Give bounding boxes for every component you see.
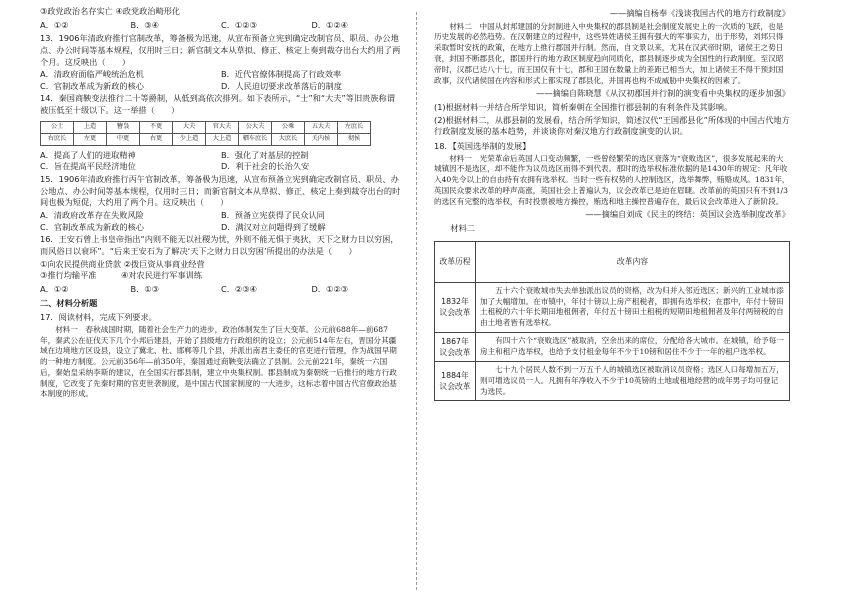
- q16-item-line: ①向农民提供商业贷款 ②拨巨资从事商业经营: [40, 258, 205, 269]
- q15-options: [40, 210, 402, 233]
- q15-option-a: A．清政府改革存在失败风险: [40, 209, 144, 220]
- reform-year: 1832年议会改革: [435, 282, 476, 332]
- rank-cell: 左庶长: [338, 121, 371, 133]
- q15-stem: 15．1906年清政府推行丙午官制改革，筹备极为迅速，从宣布预备立宪到确定改制官员、职员、办公地点、办公时间等基本规程，仅用时三日；而新官制文本从草拟、修正、核定上奏到裁夺出台的时间也极为短促，大约用了两个月。这反映出（ ）: [40, 174, 401, 208]
- source-citation: ——摘编自陈晓慧《从汉初郡国并行制的演变看中央集权的逐步加强》: [536, 88, 790, 99]
- rank-table: [40, 121, 371, 146]
- q14-option-d: D．利于社会的长治久安: [221, 161, 310, 172]
- right-column: [434, 6, 790, 401]
- rank-cell: 左更: [74, 133, 107, 145]
- q12-option-a: A．①②: [40, 19, 69, 30]
- q15-option-d: D．满汉对立问题得到了缓解: [221, 221, 326, 232]
- rank-cell: 大庶长: [272, 133, 305, 145]
- q12-options: [40, 20, 402, 32]
- source-citation: ——摘编自杨奉《浅谈我国古代的地方行政制度》: [609, 8, 790, 18]
- rank-cell: 大上造: [206, 133, 239, 145]
- rank-cell: 公士: [41, 121, 74, 133]
- q12-option-d: D．①②④: [311, 19, 349, 30]
- column-divider: [416, 12, 417, 590]
- table-row: [435, 361, 790, 400]
- left-column: [40, 6, 402, 401]
- q12-option-b: B．③④: [130, 19, 159, 30]
- q15-option-c: C．官制改革成为新政的核心: [40, 221, 144, 232]
- q17-question-2: (2)根据材料二，从郡县制的发展看，结合所学知识，简述汉代“王国郡县化”所体现的中国古代地方行政制度发展的基本趋势，并谈谈你对秦汉地方行政制度演变的认识。: [434, 114, 790, 137]
- rank-cell: 驷车庶长: [239, 133, 272, 145]
- table-row: [435, 332, 790, 361]
- q14-option-b: B．强化了对基层的控制: [221, 149, 309, 160]
- q14-option-c: C．旨在提高平民经济地位: [40, 161, 136, 172]
- q16-option-d: D．①②③: [311, 283, 349, 294]
- rank-cell: 关内侯: [305, 133, 338, 145]
- table-row: [435, 282, 790, 332]
- q13-option-b: B．近代官僚体制提高了行政效率: [221, 69, 342, 80]
- rank-cell: 大夫: [173, 121, 206, 133]
- q13-stem: 13．1906年清政府推行官制改革，筹备极为迅速，从宣布预备立宪到确定改制官员、职员、办公地点、办公时间等基本规程，仅用时三日；新官制文本从草拟、修正、核定上奏到裁夺出台大约用了两个月。这反映出（ ）: [40, 33, 401, 67]
- reform-year: 1867年议会改革: [435, 332, 476, 361]
- q16-option-b: B．①③: [130, 283, 159, 294]
- rank-cell: 彻侯: [338, 133, 371, 145]
- q17-intro: 17．阅读材料，完成下列要求。: [40, 312, 157, 323]
- reform-year: 1884年议会改革: [435, 361, 476, 400]
- q18-material-1: 材料一 光荣革命后英国人口变动频繁，一些曾经繁荣的选区衰落为“衰败选区”，很多发展起来的大城镇因不是选区，却不能作为议员选区而得不到代表。那时的选举权标准依据的是1430年的规定：凡年收入40先令以上的自由持有农拥有选举权。当时一些有权势的人控制选区，选举舞弊，贿赂成风。1831年，英国民众要求改革的呼声高涨，英国社会上普遍认为，议会改革已是迫在眉睫。改革前的英国只有不到1/3的选区有完整的选举权，有时投票被地方操控，贿选和地主操控普遍存在，最后议会改革进入了新阶段。: [434, 153, 790, 206]
- q13-option-d: D．人民迫切要求改革落后的制度: [221, 80, 342, 91]
- q12-option-c: C．①②③: [221, 19, 257, 30]
- q16-stem: 16．王安石曾上书皇帝指出“内则不能无以社稷为忧，外则不能无惧于夷狄，天下之财力日以穷困，而风俗日以衰坏”。“后来王安石为了解决‘天下之财力日以穷困’所提出的办法是（ ）: [40, 234, 399, 256]
- q16-option-c: C．②③④: [221, 283, 257, 294]
- rank-cell: 簪袅: [107, 121, 140, 133]
- q14-stem: 14．秦国商鞅变法推行二十等爵制，从低到高依次排列。如下表所示，“士”和“大夫”等旧贵族称谓被压低至十级以下。这一举措（ ）: [40, 93, 395, 116]
- rank-cell: 不更: [140, 121, 173, 133]
- source-citation: ——摘编自刘成《民主的终结：英国议会选举制度改革》: [585, 209, 790, 220]
- rank-cell: 中更: [107, 133, 140, 145]
- rank-cell: 公大夫: [239, 121, 272, 133]
- q18-title: 18．【英国选举制的发展】: [434, 140, 531, 151]
- q16-option-a: A．①②: [40, 283, 69, 294]
- q17-question-1: (1)根据材料一并结合所学知识，简析秦朝在全国推行郡县制的有利条件及其影响。: [434, 101, 733, 112]
- rank-row: [41, 133, 371, 145]
- reform-table: [434, 241, 790, 402]
- q15-option-b: B．预备立宪获得了民众认同: [221, 209, 325, 220]
- rank-cell: 右庶长: [41, 133, 74, 145]
- reform-content: 七十九个居民人数不到一万五千人的城镇选区被取消议员资格；选区人口每增加五万，则可增选议员一人。凡拥有年净收入不少于10英镑的土地或租地经营的成年男子均可登记为选民。: [476, 361, 790, 400]
- rank-cell: 五大夫: [305, 121, 338, 133]
- header-year: 改革历程: [435, 241, 476, 282]
- reform-content: 有四十六个“衰败选区”被取消，空余出来的席位，分配给各大城市。在城镇，给予每一房主和租户选举权，也给予支付租金每年不少于10镑和居住不少于一年的租户选举权。: [476, 332, 790, 361]
- rank-cell: 上造: [74, 121, 107, 133]
- rank-cell: 少上造: [173, 133, 206, 145]
- q16-options: [40, 284, 402, 296]
- rank-cell: 官大夫: [206, 121, 239, 133]
- q16-item-line: ③推行均输平准 ④对农民进行军事训练: [40, 270, 203, 281]
- q12-items: ③政党政治名存实亡 ④政党政治畸形化: [40, 6, 181, 16]
- q17-material-2: 材料二 中国从封邦建国的分封制进入中央集权的郡县制是社会制度发展史上的一次质的飞跃，也是历史发展的必然趋势。在汉朝建立的过程中，这些异姓诸侯王拥有强大的军事实力，出于形势，刘邦只得采取暂时安抚的政策，在地方上推行郡国并行制。然而，自文景以来，尤其在汉武帝时期，诸侯王之势日衰，封国不断郡县化，郡国并行的地方政区制度趋向同质化，郡县制逐步成为全国性的行政制度。至汉昭帝时，汉郡已达八十七，而王国仅有十七，郡和王国在数量上的差距已相当大，加上诸侯王不得干预封国政事，汉代诸侯国在内容和形式上都实现了郡县化，并国再也构不成威胁中央集权的因素了。: [434, 21, 784, 85]
- q17-material-1: 材料一 春秋战国时期，随着社会生产力的进步，政治体制发生了巨大变革。公元前688年—前687年，秦武公在征伐天下几个小邦后建县，开始了县级地方行政组织的设立；公元前514年左右，晋国分其疆域在边境地方区设县，设立了冀北、杜、邯郸等几个县，并派出南君主委任的官吏进行管理，作为战国早期的一种地方制度。公元前356年—前350年，秦国通过商鞅变法确立了县制。公元前221年，秦统一六国后，秦始皇采纳李斯的建议，在全国实行郡县制，建立中央集权制。郡县制成为秦朝统一后推行的地方行政制度，它改变了先秦时期的官吏世袭制度，是中国古代国家制度的一大进步，这标志着中国古代官僚政治基本制度的形成。: [40, 324, 397, 399]
- q14-options: [40, 150, 402, 173]
- section-title: 二、材料分析题: [40, 298, 98, 309]
- q13-options: [40, 69, 402, 92]
- q13-option-a: A．清政府面临严峻统治危机: [40, 69, 144, 80]
- reform-content: 五十六个衰败城市失去单独派出议员的资格，改为归并入邻近选区；新兴的工业城市添加了大幅增加。在市镇中，年付十镑以上房产租税者，即拥有选举权；在郡中，年付十镑田土租税的六十年长期田地租佣者，年付五十镑田土租税的短期田地租佣者及年付两镑税的自由土地者皆有选举权。: [476, 282, 790, 332]
- table-header-row: [435, 241, 790, 282]
- q13-option-c: C．官制改革成为新政的核心: [40, 80, 144, 91]
- rank-row: [41, 121, 371, 133]
- material-2-label: 材料二: [450, 223, 475, 234]
- header-content: 改革内容: [476, 241, 790, 282]
- rank-cell: 右更: [140, 133, 173, 145]
- q14-option-a: A．提高了人们的进取精神: [40, 149, 136, 160]
- rank-cell: 公乘: [272, 121, 305, 133]
